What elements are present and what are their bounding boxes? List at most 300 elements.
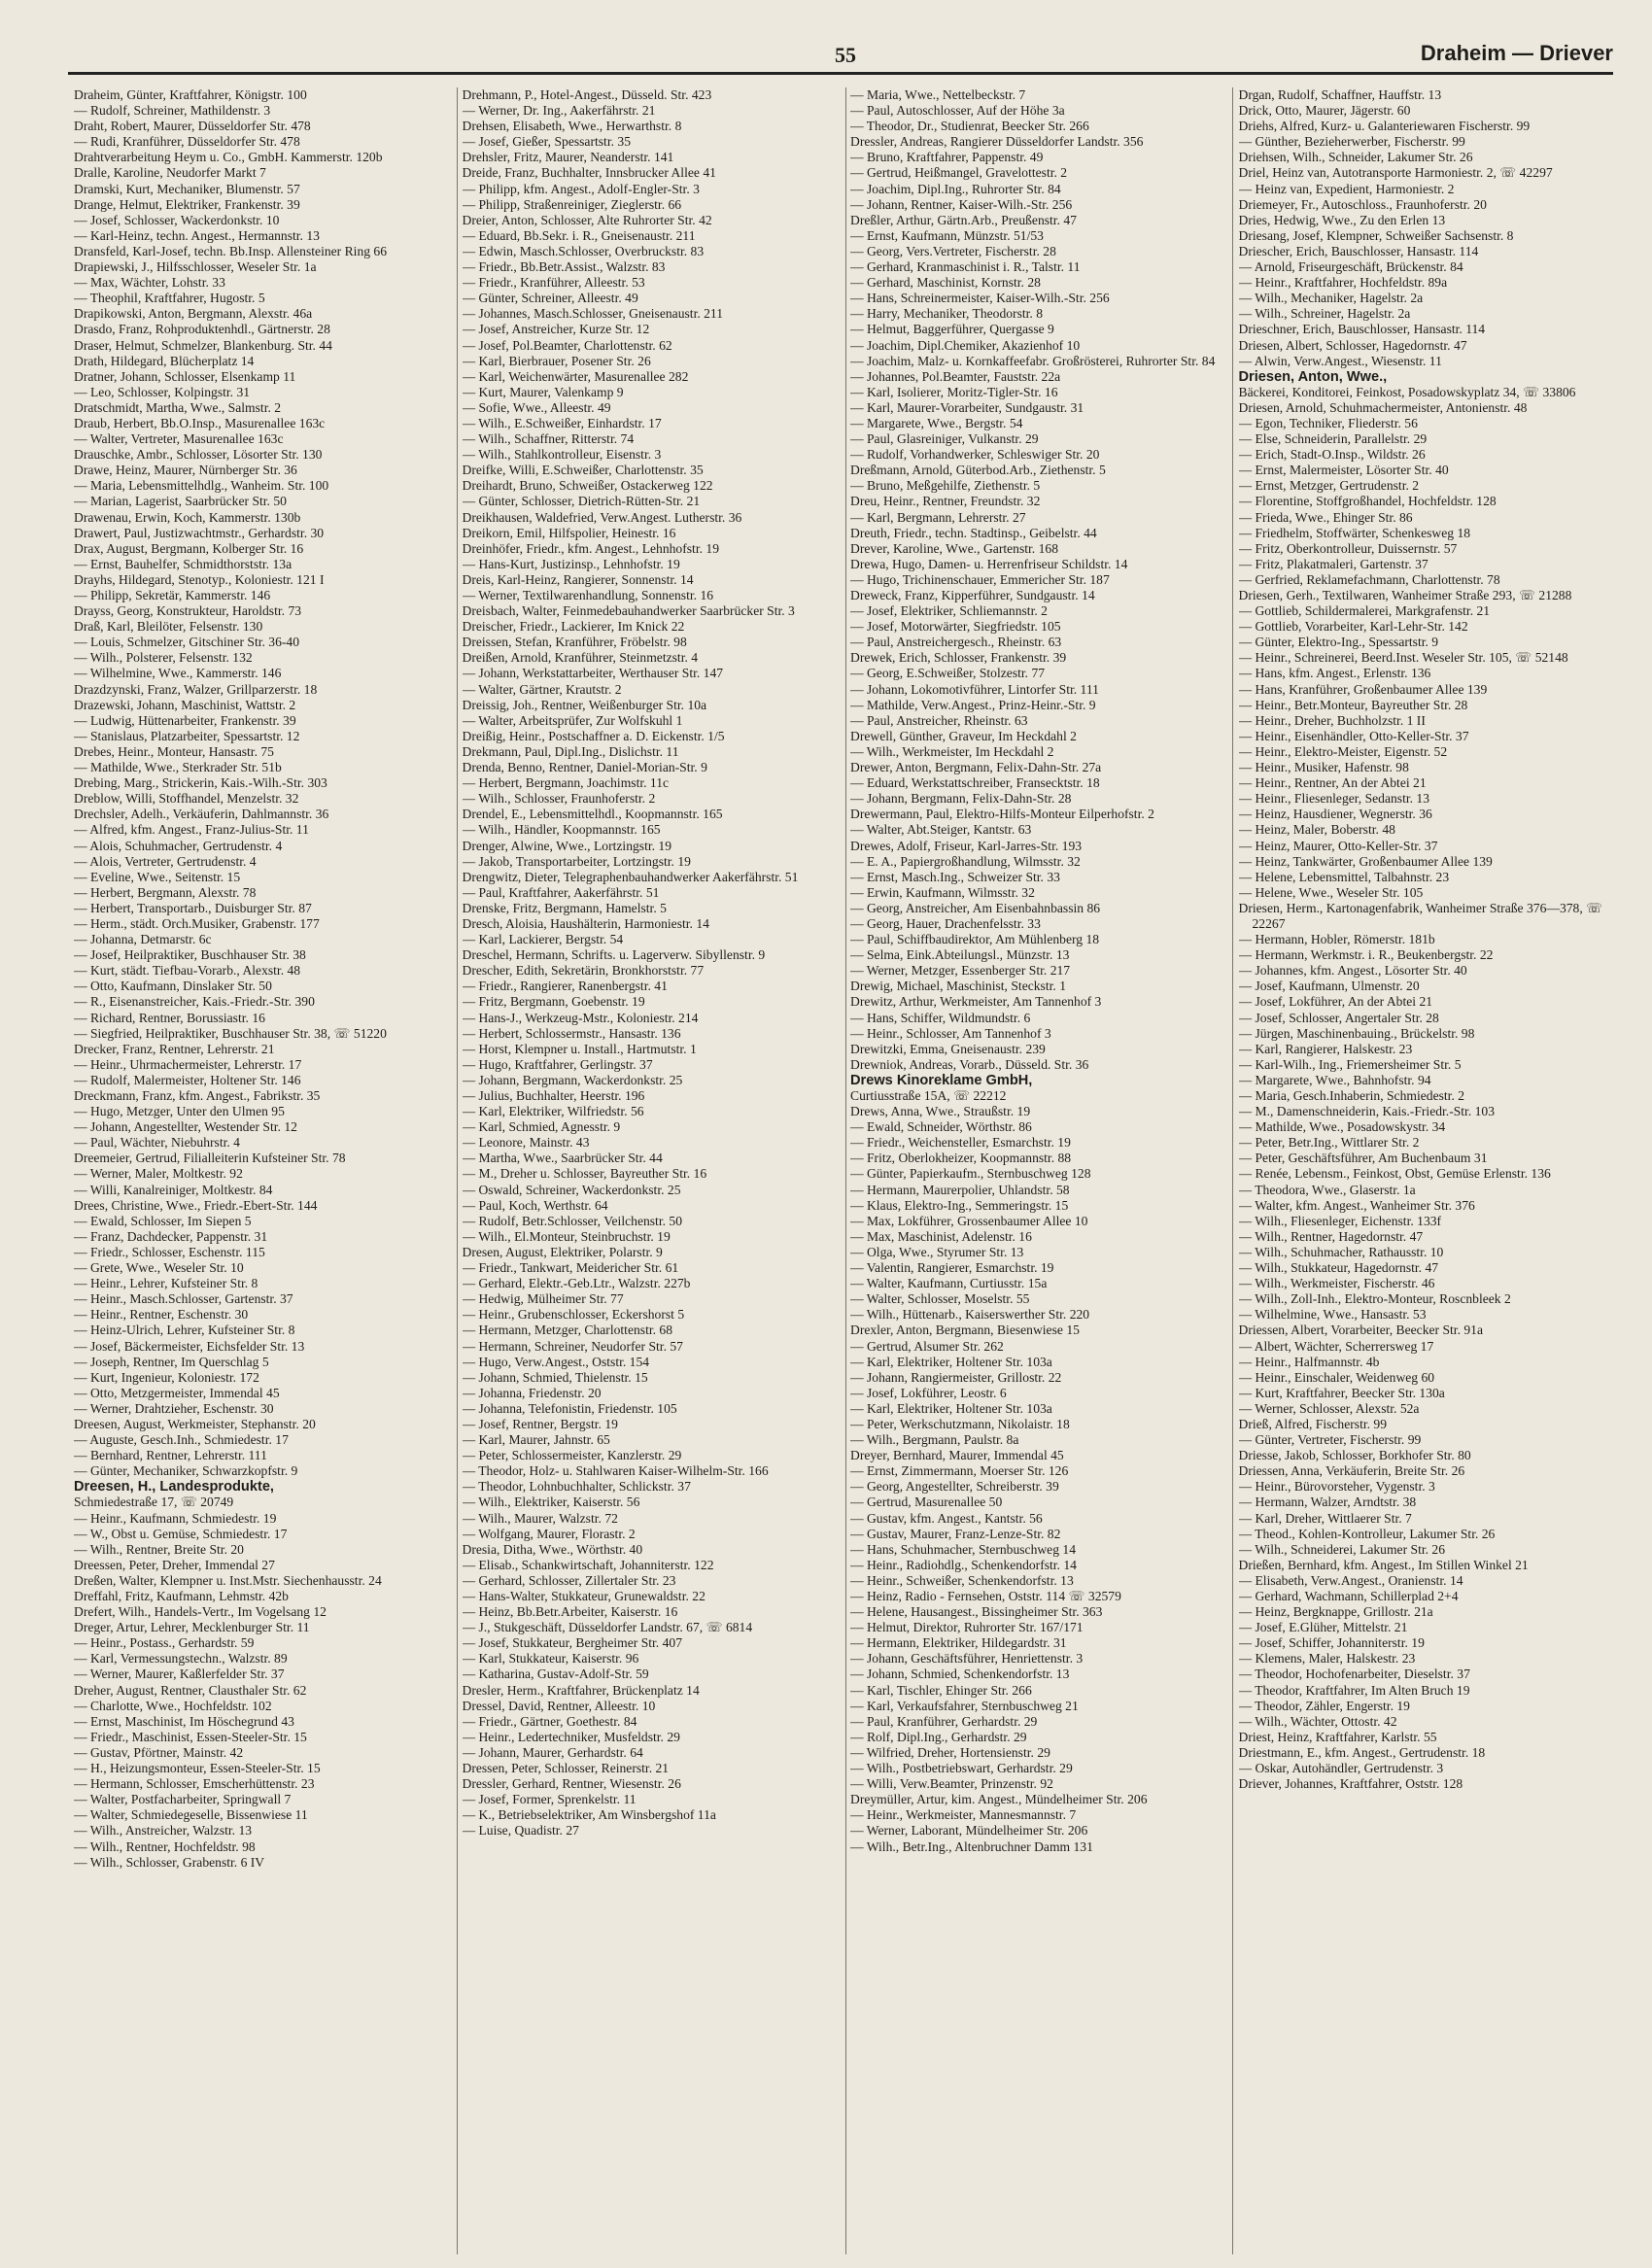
directory-entry: — Helene, Hausangest., Bissingheimer Str. 363 bbox=[850, 1604, 1103, 1620]
directory-entry: — Heinr., Einschaler, Weidenweg 60 bbox=[1238, 1369, 1435, 1385]
directory-entry: — Josef, E.Glüher, Mittelstr. 21 bbox=[1238, 1620, 1408, 1635]
directory-entry: — Heinr., Kraftfahrer, Hochfeldstr. 89a bbox=[1238, 275, 1448, 291]
directory-entry: — Bruno, Meßgehilfe, Ziethenstr. 5 bbox=[850, 478, 1041, 494]
directory-entry: — Paul, Glasreiniger, Vulkanstr. 29 bbox=[850, 431, 1039, 447]
directory-entry: — Walter, Kaufmann, Curtiusstr. 15a bbox=[850, 1276, 1048, 1291]
directory-entry: — Heinr., Dreher, Buchholzstr. 1 II bbox=[1238, 712, 1426, 728]
directory-entry: Drees, Christine, Wwe., Friedr.-Ebert-Str. 144 bbox=[74, 1197, 318, 1213]
directory-entry: Drews, Anna, Wwe., Straußstr. 19 bbox=[850, 1104, 1031, 1119]
directory-entry: Drewniok, Andreas, Vorarb., Düsseld. Str. 36 bbox=[850, 1056, 1089, 1072]
directory-entry: — Joachim, Dipl.Ing., Ruhrorter Str. 84 bbox=[850, 181, 1061, 196]
directory-entry: — Heinz, Bergknappe, Grillostr. 21a bbox=[1238, 1604, 1433, 1620]
directory-entry: — Willi, Kanalreiniger, Moltkestr. 84 bbox=[74, 1182, 273, 1197]
directory-entry: — Paul, Anstreichergesch., Rheinstr. 63 bbox=[850, 635, 1062, 650]
directory-entry: — Friedr., Rangierer, Ranenbergstr. 41 bbox=[462, 979, 668, 994]
directory-entry: Curtiusstraße 15A, ☏ 22212 bbox=[850, 1088, 1007, 1103]
column-1 bbox=[74, 87, 449, 2254]
directory-entry: Drewermann, Paul, Elektro-Hilfs-Monteur Eilperhofstr. 2 bbox=[850, 807, 1154, 822]
directory-entry: Dreischer, Friedr., Lackierer, Im Knick 22 bbox=[462, 619, 685, 635]
directory-entry: — Johann, Bergmann, Felix-Dahn-Str. 28 bbox=[850, 791, 1072, 807]
directory-entry: — Heinr., Betr.Monteur, Bayreuther Str. 28 bbox=[1238, 697, 1468, 712]
directory-entry: — Oskar, Autohändler, Gertrudenstr. 3 bbox=[1238, 1761, 1444, 1776]
directory-entry: — Karl, Elektriker, Wilfriedstr. 56 bbox=[462, 1104, 644, 1119]
directory-entry: Dreifke, Willi, E.Schweißer, Charlottenstr. 35 bbox=[462, 463, 704, 478]
directory-entry: — Edwin, Masch.Schlosser, Overbruckstr. 83 bbox=[462, 243, 705, 258]
directory-entry: — Auguste, Gesch.Inh., Schmiedestr. 17 bbox=[74, 1432, 289, 1448]
running-head: Draheim — Driever bbox=[1420, 41, 1613, 65]
directory-entry: Dreessen, Peter, Dreher, Immendal 27 bbox=[74, 1557, 275, 1572]
directory-entry: — Gertrud, Masurenallee 50 bbox=[850, 1495, 1003, 1510]
directory-entry: — Erwin, Kaufmann, Wilmsstr. 32 bbox=[850, 884, 1035, 900]
directory-entry: — Friedr., Kranführer, Alleestr. 53 bbox=[462, 275, 645, 291]
directory-entry: — Fritz, Bergmann, Goebenstr. 19 bbox=[462, 994, 645, 1010]
directory-entry: — Hugo, Verw.Angest., Oststr. 154 bbox=[462, 1354, 650, 1369]
directory-entry: — Gustav, kfm. Angest., Kantstr. 56 bbox=[850, 1510, 1043, 1526]
directory-entry: — Bruno, Kraftfahrer, Pappenstr. 49 bbox=[850, 150, 1044, 165]
directory-entry: Dramski, Kurt, Mechaniker, Blumenstr. 57 bbox=[74, 181, 300, 196]
directory-entry: — Karl, Elektriker, Holtener Str. 103a bbox=[850, 1354, 1052, 1369]
directory-entry: Dreckmann, Franz, kfm. Angest., Fabrikstr. 35 bbox=[74, 1088, 321, 1103]
directory-entry: Drefert, Wilh., Handels-Vertr., Im Vogelsang 12 bbox=[74, 1604, 327, 1620]
directory-entry: — Walter, Vertreter, Masurenallee 163c bbox=[74, 431, 284, 447]
directory-entry: — Josef, Motorwärter, Siegfriedstr. 105 bbox=[850, 619, 1061, 635]
directory-entry: Drawe, Heinz, Maurer, Nürnberger Str. 36 bbox=[74, 463, 297, 478]
directory-entry: — Gertrud, Heißmangel, Gravelottestr. 2 bbox=[850, 165, 1068, 181]
directory-entry: — Erich, Stadt-O.Insp., Wildstr. 26 bbox=[1238, 447, 1426, 463]
directory-entry: — Paul, Anstreicher, Rheinstr. 63 bbox=[850, 712, 1028, 728]
directory-entry: Dreihardt, Bruno, Schweißer, Ostackerweg 122 bbox=[462, 478, 713, 494]
directory-entry: — Karl, Schmied, Agnesstr. 9 bbox=[462, 1119, 621, 1135]
directory-entry: — Charlotte, Wwe., Hochfeldstr. 102 bbox=[74, 1698, 272, 1713]
directory-entry: — Egon, Techniker, Fliederstr. 56 bbox=[1238, 415, 1418, 430]
directory-entry: — Heinr., Werkmeister, Mannesmannstr. 7 bbox=[850, 1807, 1077, 1823]
directory-entry: — Theod., Kohlen-Kontrolleur, Lakumer Str. 26 bbox=[1238, 1526, 1496, 1541]
directory-entry: Dries, Hedwig, Wwe., Zu den Erlen 13 bbox=[1238, 212, 1446, 227]
directory-entry: — Heinr., Eisenhändler, Otto-Keller-Str. 37 bbox=[1238, 728, 1469, 743]
directory-entry: — Heinz, Maurer, Otto-Keller-Str. 37 bbox=[1238, 838, 1438, 853]
directory-entry: — Johann, Angestellter, Westender Str. 12 bbox=[74, 1119, 297, 1135]
directory-entry: — Werner, Maler, Moltkestr. 92 bbox=[74, 1166, 243, 1182]
directory-entry: Driesang, Josef, Klempner, Schweißer Sachsenstr. 8 bbox=[1238, 227, 1514, 243]
directory-entry: Drapiewski, J., Hilfsschlosser, Weseler Str. 1a bbox=[74, 259, 317, 275]
directory-entry: — Wilh., Postbetriebswart, Gerhardstr. 29 bbox=[850, 1761, 1073, 1776]
directory-entry: Dreikhausen, Waldefried, Verw.Angest. Lutherstr. 36 bbox=[462, 509, 742, 525]
directory-entry: Driest, Heinz, Kraftfahrer, Karlstr. 55 bbox=[1238, 1729, 1437, 1744]
directory-entry: — Johann, Maurer, Gerhardstr. 64 bbox=[462, 1744, 643, 1760]
directory-entry: — Julius, Buchhalter, Heerstr. 196 bbox=[462, 1088, 645, 1103]
directory-entry: — Johann, Lokomotivführer, Lintorfer Str. 111 bbox=[850, 681, 1099, 697]
directory-entry: — Stanislaus, Platzarbeiter, Spessartstr. 12 bbox=[74, 728, 300, 743]
directory-entry: — Friedr., Weichensteller, Esmarchstr. 19 bbox=[850, 1135, 1071, 1151]
directory-entry: — Heinz, Hausdiener, Wegnerstr. 36 bbox=[1238, 807, 1432, 822]
directory-entry: — M., Dreher u. Schlosser, Bayreuther Str. 16 bbox=[462, 1166, 707, 1182]
directory-entry: — Wilh., Fliesenleger, Eichenstr. 133f bbox=[1238, 1213, 1442, 1228]
directory-entry: — Heinr., Schlosser, Am Tannenhof 3 bbox=[850, 1025, 1051, 1041]
directory-entry: Dreis, Karl-Heinz, Rangierer, Sonnenstr. 14 bbox=[462, 571, 694, 587]
directory-entry: Dratschmidt, Martha, Wwe., Salmstr. 2 bbox=[74, 399, 282, 415]
directory-entry: Drazdzynski, Franz, Walzer, Grillparzerstr. 18 bbox=[74, 681, 318, 697]
directory-entry: — Herbert, Bergmann, Alexstr. 78 bbox=[74, 884, 257, 900]
directory-entry: — Karl, Verkaufsfahrer, Sternbuschweg 21 bbox=[850, 1698, 1079, 1713]
directory-entry: Draub, Herbert, Bb.O.Insp., Masurenallee 163c bbox=[74, 415, 326, 430]
directory-entry: Dreinhöfer, Friedr., kfm. Angest., Lehnhofstr. 19 bbox=[462, 540, 719, 556]
directory-entry: — Mathilde, Wwe., Sterkrader Str. 51b bbox=[74, 760, 282, 775]
directory-entry: — Johann, Werkstattarbeiter, Werthauser Str. 147 bbox=[462, 666, 724, 681]
directory-entry: — Josef, Stukkateur, Bergheimer Str. 407 bbox=[462, 1635, 682, 1651]
directory-entry: — Paul, Autoschlosser, Auf der Höhe 3a bbox=[850, 103, 1065, 119]
directory-entry: — Hugo, Trichinenschauer, Emmericher Str. 187 bbox=[850, 571, 1110, 587]
directory-entry: Dreschel, Hermann, Schrifts. u. Lagerverw. Sibyllenstr. 9 bbox=[462, 947, 766, 963]
directory-entry: — Heinz-Ulrich, Lehrer, Kufsteiner Str. 8 bbox=[74, 1323, 295, 1338]
directory-entry: — Günter, Elektro-Ing., Spessartstr. 9 bbox=[1238, 635, 1439, 650]
directory-entry: — Johann, Schmied, Schenkendorfstr. 13 bbox=[850, 1667, 1070, 1682]
directory-entry: — M., Damenschneiderin, Kais.-Friedr.-Str. 103 bbox=[1238, 1104, 1496, 1119]
directory-entry: — Klemens, Maler, Halskestr. 23 bbox=[1238, 1651, 1416, 1667]
directory-entry: Drieß, Alfred, Fischerstr. 99 bbox=[1238, 1416, 1388, 1431]
directory-entry: — Klaus, Elektro-Ing., Semmeringstr. 15 bbox=[850, 1197, 1069, 1213]
directory-entry: — Joseph, Rentner, Im Querschlag 5 bbox=[74, 1354, 269, 1369]
directory-entry: — Hans, Schiffer, Wildmundstr. 6 bbox=[850, 1010, 1031, 1025]
directory-entry: — Friedr., Schlosser, Eschenstr. 115 bbox=[74, 1244, 265, 1259]
directory-entry: — Heinr., Grubenschlosser, Eckershorst 5 bbox=[462, 1307, 685, 1323]
directory-entry: — Heinr., Fliesenleger, Sedanstr. 13 bbox=[1238, 791, 1430, 807]
directory-entry: — Rudolf, Vorhandwerker, Schleswiger Str. 20 bbox=[850, 447, 1100, 463]
directory-entry: Drewitz, Arthur, Werkmeister, Am Tannenhof 3 bbox=[850, 994, 1102, 1010]
directory-entry: — Olga, Wwe., Styrumer Str. 13 bbox=[850, 1244, 1024, 1259]
directory-entry: — Grete, Wwe., Weseler Str. 10 bbox=[74, 1260, 244, 1276]
directory-entry: — Alois, Vertreter, Gertrudenstr. 4 bbox=[74, 853, 257, 869]
directory-entry: — Philipp, Sekretär, Kammerstr. 146 bbox=[74, 588, 271, 602]
directory-entry: Drecker, Franz, Rentner, Lehrerstr. 21 bbox=[74, 1041, 275, 1056]
directory-entry: — Max, Lokführer, Grossenbaumer Allee 10 bbox=[850, 1213, 1088, 1228]
directory-entry: — Karl, Stukkateur, Kaiserstr. 96 bbox=[462, 1651, 639, 1667]
directory-entry: Drewer, Anton, Bergmann, Felix-Dahn-Str. 27a bbox=[850, 760, 1102, 775]
directory-entry: — Heinz, Tankwärter, Großenbaumer Allee 139 bbox=[1238, 853, 1493, 869]
directory-entry: Dreißig, Heinr., Postschaffner a. D. Eickenstr. 1/5 bbox=[462, 728, 725, 743]
directory-entry: Drehsler, Fritz, Maurer, Neanderstr. 141 bbox=[462, 150, 674, 165]
directory-entry: — Renée, Lebensm., Feinkost, Obst, Gemüse Erlenstr. 136 bbox=[1238, 1166, 1551, 1182]
directory-entry: Drange, Helmut, Elektriker, Frankenstr. 39 bbox=[74, 196, 300, 212]
directory-entry: — Philipp, Straßenreiniger, Zieglerstr. 66 bbox=[462, 196, 682, 212]
directory-entry: — Karl-Heinz, techn. Angest., Hermannstr. 13 bbox=[74, 227, 320, 243]
directory-entry: Dreymüller, Artur, kim. Angest., Mündelheimer Str. 206 bbox=[850, 1792, 1148, 1807]
directory-entry: — Karl-Wilh., Ing., Friemersheimer Str. 5 bbox=[1238, 1056, 1462, 1072]
directory-entry: — Günter, Mechaniker, Schwarzkopfstr. 9 bbox=[74, 1463, 298, 1479]
directory-entry: — Selma, Eink.Abteilungsl., Münzstr. 13 bbox=[850, 947, 1070, 963]
directory-entry: — Alwin, Verw.Angest., Wiesenstr. 11 bbox=[1238, 353, 1442, 368]
directory-entry: — Wilh., Schuhmacher, Rathausstr. 10 bbox=[1238, 1244, 1444, 1259]
directory-entry: — Paul, Kraftfahrer, Aakerfährstr. 51 bbox=[462, 884, 660, 900]
directory-entry: Driesen, Herm., Kartonagenfabrik, Wanheimer Straße 376—378, ☏ 22267 bbox=[1238, 900, 1603, 931]
directory-entry: — Mathilde, Verw.Angest., Prinz-Heinr.-Str. 9 bbox=[850, 697, 1096, 712]
directory-entry: Drewell, Günther, Graveur, Im Heckdahl 2 bbox=[850, 728, 1077, 743]
directory-entry: — Karl, Lackierer, Bergstr. 54 bbox=[462, 932, 624, 947]
directory-entry: — Margarete, Wwe., Bergstr. 54 bbox=[850, 415, 1023, 430]
directory-entry: Driesse, Jakob, Schlosser, Borkhofer Str. 80 bbox=[1238, 1448, 1471, 1463]
directory-entry: — Theodora, Wwe., Glaserstr. 1a bbox=[1238, 1182, 1416, 1197]
directory-entry: — Jürgen, Maschinenbauing., Brückelstr. 98 bbox=[1238, 1025, 1475, 1041]
directory-entry: — Wilh., Bergmann, Paulstr. 8a bbox=[850, 1432, 1019, 1448]
directory-entry: — Joachim, Malz- u. Kornkaffeefabr. Großrösterei, Ruhrorter Str. 84 bbox=[850, 353, 1216, 368]
directory-entry: — Alois, Schuhmacher, Gertrudenstr. 4 bbox=[74, 838, 283, 853]
directory-entry: — Kurt, Kraftfahrer, Beecker Str. 130a bbox=[1238, 1385, 1445, 1400]
directory-entry: Dreide, Franz, Buchhalter, Innsbrucker Allee 41 bbox=[462, 165, 716, 181]
directory-entry: Schmiedestraße 17, ☏ 20749 bbox=[74, 1495, 234, 1510]
directory-entry: — Wilh., El.Monteur, Steinbruchstr. 19 bbox=[462, 1228, 671, 1244]
directory-entry: — Otto, Metzgermeister, Immendal 45 bbox=[74, 1385, 280, 1400]
directory-entry: — Wilh., Stukkateur, Hagedornstr. 47 bbox=[1238, 1260, 1439, 1276]
directory-entry: Driesen, Arnold, Schuhmachermeister, Antonienstr. 48 bbox=[1238, 399, 1528, 415]
directory-entry: — Helmut, Direktor, Ruhrorter Str. 167/171 bbox=[850, 1620, 1084, 1635]
directory-entry: Drenger, Alwine, Wwe., Lortzingstr. 19 bbox=[462, 838, 672, 853]
directory-entry: — Heinr., Schweißer, Schenkendorfstr. 13 bbox=[850, 1572, 1074, 1588]
directory-entry: — Johanna, Telefonistin, Friedenstr. 105 bbox=[462, 1400, 677, 1416]
directory-entry: — Wilh., Mechaniker, Hagelstr. 2a bbox=[1238, 291, 1424, 306]
directory-entry: — Herm., städt. Orch.Musiker, Grabenstr. 177 bbox=[74, 915, 320, 931]
directory-entry: — Hugo, Metzger, Unter den Ulmen 95 bbox=[74, 1104, 285, 1119]
directory-entry: Dreesen, August, Werkmeister, Stephanstr. 20 bbox=[74, 1416, 316, 1431]
directory-entry: Dreßler, Arthur, Gärtn.Arb., Preußenstr. 47 bbox=[850, 212, 1077, 227]
directory-entry: — Wilh., Maurer, Walzstr. 72 bbox=[462, 1510, 618, 1526]
directory-entry: — Valentin, Rangierer, Esmarchstr. 19 bbox=[850, 1260, 1054, 1276]
directory-entry: — Fritz, Oberlokheizer, Koopmannstr. 88 bbox=[850, 1151, 1072, 1166]
directory-entry: — Walter, Postfacharbeiter, Springwall 7 bbox=[74, 1792, 292, 1807]
directory-entry: Driel, Heinz van, Autotransporte Harmoniestr. 2, ☏ 42297 bbox=[1238, 165, 1553, 181]
directory-entry: — Heinz, Maler, Boberstr. 48 bbox=[1238, 822, 1395, 838]
page-number: 55 bbox=[835, 43, 856, 67]
directory-entry: — Heinr., Kaufmann, Schmiedestr. 19 bbox=[74, 1510, 277, 1526]
directory-entry: Dratner, Johann, Schlosser, Elsenkamp 11 bbox=[74, 368, 296, 384]
directory-entry: — Gerhard, Wachmann, Schillerplad 2+4 bbox=[1238, 1589, 1459, 1603]
directory-entry: — Karl, Elektriker, Holtener Str. 103a bbox=[850, 1400, 1052, 1416]
directory-entry: — Karl, Rangierer, Halskestr. 23 bbox=[1238, 1041, 1413, 1056]
directory-entry: Dressler, Andreas, Rangierer Düsseldorfer Landstr. 356 bbox=[850, 134, 1144, 150]
directory-entry: — Josef, Rentner, Bergstr. 19 bbox=[462, 1416, 618, 1431]
directory-entry: Drazewski, Johann, Maschinist, Wattstr. 2 bbox=[74, 697, 296, 712]
directory-entry: — Johanna, Friedenstr. 20 bbox=[462, 1385, 602, 1400]
directory-entry: Drews Kinoreklame GmbH, bbox=[850, 1072, 1033, 1088]
directory-entry: — Wilh., Rentner, Hochfeldstr. 98 bbox=[74, 1838, 256, 1854]
directory-entry: — Theodor, Dr., Studienrat, Beecker Str. 266 bbox=[850, 119, 1089, 134]
directory-entry: — Walter, Abt.Steiger, Kantstr. 63 bbox=[850, 822, 1032, 838]
directory-entry: — Josef, Schlosser, Wackerdonkstr. 10 bbox=[74, 212, 280, 227]
directory-entry: — Georg, Hauer, Drachenfelsstr. 33 bbox=[850, 915, 1041, 931]
directory-entry: — Luise, Quadistr. 27 bbox=[462, 1823, 579, 1838]
directory-entry: — Johann, Schmied, Thielenstr. 15 bbox=[462, 1369, 648, 1385]
directory-entry: — Günther, Bezieherwerber, Fischerstr. 99 bbox=[1238, 134, 1465, 150]
directory-entry: — Helmut, Baggerführer, Quergasse 9 bbox=[850, 322, 1054, 337]
directory-entry: — Hans, Kranführer, Großenbaumer Allee 139 bbox=[1238, 681, 1488, 697]
directory-entry: Driestmann, E., kfm. Angest., Gertrudenstr. 18 bbox=[1238, 1744, 1486, 1760]
directory-entry: — Gerhard, Maschinist, Kornstr. 28 bbox=[850, 275, 1041, 291]
directory-entry: — Bernhard, Rentner, Lehrerstr. 111 bbox=[74, 1448, 267, 1463]
directory-entry: Dresen, August, Elektriker, Polarstr. 9 bbox=[462, 1244, 663, 1259]
directory-entry: — Hermann, Metzger, Charlottenstr. 68 bbox=[462, 1323, 673, 1338]
directory-entry: — Martha, Wwe., Saarbrücker Str. 44 bbox=[462, 1151, 663, 1166]
directory-entry: — Wilh., E.Schweißer, Einhardstr. 17 bbox=[462, 415, 662, 430]
directory-entry: Drayss, Georg, Konstrukteur, Haroldstr. 73 bbox=[74, 603, 302, 619]
directory-entry: — Hans-Walter, Stukkateur, Grunewaldstr. 22 bbox=[462, 1589, 706, 1603]
directory-entry: — Walter, kfm. Angest., Wanheimer Str. 376 bbox=[1238, 1197, 1475, 1213]
directory-entry: Dressler, Gerhard, Rentner, Wiesenstr. 26 bbox=[462, 1776, 681, 1792]
directory-entry: Drewa, Hugo, Damen- u. Herrenfriseur Schildstr. 14 bbox=[850, 556, 1128, 571]
column-divider bbox=[457, 87, 458, 2254]
directory-entry: — Walter, Gärtner, Krautstr. 2 bbox=[462, 681, 622, 697]
directory-entry: Drath, Hildegard, Blücherplatz 14 bbox=[74, 353, 255, 368]
directory-entry: — Heinz, Bb.Betr.Arbeiter, Kaiserstr. 16 bbox=[462, 1604, 678, 1620]
directory-entry: — Gertrud, Alsumer Str. 262 bbox=[850, 1338, 1004, 1354]
directory-entry: — Walter, Arbeitsprüfer, Zur Wolfskuhl 1 bbox=[462, 712, 683, 728]
directory-entry: — Joachim, Dipl.Chemiker, Akazienhof 10 bbox=[850, 337, 1081, 353]
directory-entry: — Günter, Schreiner, Alleestr. 49 bbox=[462, 291, 638, 306]
directory-entry: — Wilhelmine, Wwe., Hansastr. 53 bbox=[1238, 1307, 1427, 1323]
directory-entry: — Katharina, Gustav-Adolf-Str. 59 bbox=[462, 1667, 649, 1682]
directory-entry: — Hermann, Schlosser, Emscherhüttenstr. 23 bbox=[74, 1776, 315, 1792]
directory-entry: — Herbert, Transportarb., Duisburger Str. 87 bbox=[74, 900, 312, 915]
directory-entry: — Hermann, Elektriker, Hildegardstr. 31 bbox=[850, 1635, 1067, 1651]
directory-entry: — Helene, Lebensmittel, Talbahnstr. 23 bbox=[1238, 869, 1450, 884]
directory-entry: — Johann, Bergmann, Wackerdonkstr. 25 bbox=[462, 1072, 683, 1087]
directory-entry: — Theophil, Kraftfahrer, Hugostr. 5 bbox=[74, 291, 265, 306]
directory-entry: — Elisab., Schankwirtschaft, Johanniterstr. 122 bbox=[462, 1557, 714, 1572]
directory-entry: — Harry, Mechaniker, Theodorstr. 8 bbox=[850, 306, 1044, 322]
directory-entry: Driescher, Erich, Bauschlosser, Hansastr. 114 bbox=[1238, 243, 1479, 258]
directory-entry: — Josef, Kaufmann, Ulmenstr. 20 bbox=[1238, 979, 1420, 994]
directory-entry: Dreuth, Friedr., techn. Stadtinsp., Geibelstr. 44 bbox=[850, 525, 1097, 540]
directory-entry: Dreissen, Stefan, Kranführer, Fröbelstr. 98 bbox=[462, 635, 687, 650]
directory-entry: — Ernst, Masch.Ing., Schweizer Str. 33 bbox=[850, 869, 1060, 884]
directory-entry: — Fritz, Plakatmaleri, Gartenstr. 37 bbox=[1238, 556, 1428, 571]
directory-entry: Driesen, Albert, Schlosser, Hagedornstr. 47 bbox=[1238, 337, 1467, 353]
directory-entry: — Leo, Schlosser, Kolpingstr. 31 bbox=[74, 384, 251, 399]
directory-entry: — Gerhard, Kranmaschinist i. R., Talstr. 11 bbox=[850, 259, 1081, 275]
directory-entry: Drauschke, Ambr., Schlosser, Lösorter Str. 130 bbox=[74, 447, 323, 463]
directory-entry: Dreweck, Franz, Kipperführer, Sundgaustr. 14 bbox=[850, 588, 1095, 602]
directory-entry: — Karl, Weichenwärter, Masurenallee 282 bbox=[462, 368, 689, 384]
directory-entry: — Helene, Wwe., Weseler Str. 105 bbox=[1238, 884, 1424, 900]
directory-entry: — Gerhard, Elektr.-Geb.Ltr., Walzstr. 227b bbox=[462, 1276, 691, 1291]
directory-entry: Dreßmann, Arnold, Güterbod.Arb., Ziethenstr. 5 bbox=[850, 463, 1106, 478]
directory-entry: — J., Stukgeschäft, Düsseldorfer Landstr. 67, ☏ 6814 bbox=[462, 1620, 753, 1635]
directory-entry: — Maria, Gesch.Inhaberin, Schmiedestr. 2 bbox=[1238, 1088, 1465, 1103]
directory-entry: — Ernst, Bauhelfer, Schmidthorststr. 13a bbox=[74, 556, 293, 571]
directory-entry: — Louis, Schmelzer, Gitschiner Str. 36-40 bbox=[74, 635, 300, 650]
directory-entry: — Paul, Schiffbaudirektor, Am Mühlenberg 18 bbox=[850, 932, 1100, 947]
directory-entry: — Ernst, Metzger, Gertrudenstr. 2 bbox=[1238, 478, 1420, 494]
directory-entry: — Wilh., Stahlkontrolleur, Eisenstr. 3 bbox=[462, 447, 662, 463]
directory-entry: — Herbert, Schlossermstr., Hansastr. 136 bbox=[462, 1025, 681, 1041]
directory-entry: — Heinz, Radio - Fernsehen, Oststr. 114 ☏ 32579 bbox=[850, 1589, 1121, 1603]
directory-entry: Dreikorn, Emil, Hilfspolier, Heinestr. 16 bbox=[462, 525, 676, 540]
directory-entry: — Wilh., Rentner, Hagedornstr. 47 bbox=[1238, 1228, 1424, 1244]
directory-entry: — Theodor, Hochofenarbeiter, Dieselstr. 37 bbox=[1238, 1667, 1470, 1682]
directory-entry: — Georg, E.Schweißer, Stolzestr. 77 bbox=[850, 666, 1046, 681]
directory-entry: — Wilh., Zoll-Inh., Elektro-Monteur, Roscnbleek 2 bbox=[1238, 1291, 1511, 1307]
directory-entry: — Wilh., Elektriker, Kaiserstr. 56 bbox=[462, 1495, 640, 1510]
directory-entry: — Peter, Schlossermeister, Kanzlerstr. 29 bbox=[462, 1448, 682, 1463]
directory-entry: — Albert, Wächter, Scherrersweg 17 bbox=[1238, 1338, 1434, 1354]
directory-entry: — Georg, Anstreicher, Am Eisenbahnbassin 86 bbox=[850, 900, 1101, 915]
directory-entry: — Heinr., Masch.Schlosser, Gartenstr. 37 bbox=[74, 1291, 293, 1307]
directory-entry: — Hermann, Hobler, Römerstr. 181b bbox=[1238, 932, 1435, 947]
directory-entry: — Peter, Betr.Ing., Wittlarer Str. 2 bbox=[1238, 1135, 1420, 1151]
directory-entry: — Werner, Textilwarenhandlung, Sonnenstr. 16 bbox=[462, 588, 714, 602]
directory-entry: Driehsen, Wilh., Schneider, Lakumer Str. 26 bbox=[1238, 150, 1473, 165]
directory-entry: — Hermann, Werkmstr. i. R., Beukenbergstr. 22 bbox=[1238, 947, 1494, 963]
directory-entry: — Friedr., Maschinist, Essen-Steeler-Str. 15 bbox=[74, 1729, 307, 1744]
directory-entry: — Hans, kfm. Angest., Erlenstr. 136 bbox=[1238, 666, 1431, 681]
directory-entry: Driehs, Alfred, Kurz- u. Galanteriewaren Fischerstr. 99 bbox=[1238, 119, 1531, 134]
directory-entry: Drawenau, Erwin, Koch, Kammerstr. 130b bbox=[74, 509, 301, 525]
directory-entry: — Johanna, Detmarstr. 6c bbox=[74, 932, 212, 947]
directory-entry: — Karl, Bergmann, Lehrerstr. 27 bbox=[850, 509, 1026, 525]
directory-entry: — Werner, Laborant, Mündelheimer Str. 206 bbox=[850, 1823, 1088, 1838]
directory-entry: Dreu, Heinr., Rentner, Freundstr. 32 bbox=[850, 494, 1041, 509]
directory-entry: — Heinr., Lehrer, Kufsteiner Str. 8 bbox=[74, 1276, 258, 1291]
directory-entry: Dresia, Ditha, Wwe., Wörthstr. 40 bbox=[462, 1541, 643, 1557]
directory-entry: — Philipp, kfm. Angest., Adolf-Engler-Str. 3 bbox=[462, 181, 700, 196]
directory-entry: — Ludwig, Hüttenarbeiter, Frankenstr. 39 bbox=[74, 712, 296, 728]
directory-entry: — E. A., Papiergroßhandlung, Wilmsstr. 32 bbox=[850, 853, 1081, 869]
directory-entry: — Ewald, Schneider, Wörthstr. 86 bbox=[850, 1119, 1032, 1135]
directory-entry: — Karl, Vermessungstechn., Walzstr. 89 bbox=[74, 1651, 288, 1667]
directory-entry: — Wilh., Hüttenarb., Kaiserswerther Str. 220 bbox=[850, 1307, 1090, 1323]
directory-entry: Drewig, Michael, Maschinist, Steckstr. 1 bbox=[850, 979, 1066, 994]
directory-entry: — Karl, Maurer-Vorarbeiter, Sundgaustr. 31 bbox=[850, 399, 1084, 415]
directory-entry: Drieschner, Erich, Bauschlosser, Hansastr. 114 bbox=[1238, 322, 1486, 337]
directory-entry: — Max, Wächter, Lohstr. 33 bbox=[74, 275, 225, 291]
directory-entry: — Günter, Vertreter, Fischerstr. 99 bbox=[1238, 1432, 1422, 1448]
directory-entry: — Josef, Lokführer, Leostr. 6 bbox=[850, 1385, 1007, 1400]
directory-entry: Dresch, Aloisia, Haushälterin, Harmoniestr. 14 bbox=[462, 915, 709, 931]
directory-entry: Drehsen, Elisabeth, Wwe., Herwarthstr. 8 bbox=[462, 119, 682, 134]
directory-entry: — Theodor, Lohnbuchhalter, Schlickstr. 37 bbox=[462, 1479, 691, 1495]
directory-entry: — Maria, Wwe., Nettelbeckstr. 7 bbox=[850, 87, 1026, 102]
directory-entry: — Heinr., Postass., Gerhardstr. 59 bbox=[74, 1635, 255, 1651]
directory-entry: — Theodor, Holz- u. Stahlwaren Kaiser-Wilhelm-Str. 166 bbox=[462, 1463, 769, 1479]
directory-entry: — Siegfried, Heilpraktiker, Buschhauser Str. 38, ☏ 51220 bbox=[74, 1025, 387, 1041]
directory-entry: — Paul, Kranführer, Gerhardstr. 29 bbox=[850, 1713, 1038, 1729]
directory-entry: — Wilfried, Dreher, Hortensienstr. 29 bbox=[850, 1744, 1050, 1760]
directory-entry: — H., Heizungsmonteur, Essen-Steeler-Str. 15 bbox=[74, 1761, 321, 1776]
directory-entry: — Heinr., Uhrmachermeister, Lehrerstr. 17 bbox=[74, 1056, 302, 1072]
directory-entry: — Wilh., Schlosser, Grabenstr. 6 IV bbox=[74, 1854, 265, 1870]
directory-entry: — Wilh., Händler, Koopmannstr. 165 bbox=[462, 822, 661, 838]
directory-entry: — Werner, Dr. Ing., Aakerfährstr. 21 bbox=[462, 103, 656, 119]
directory-entry: — Paul, Wächter, Niebuhrstr. 4 bbox=[74, 1135, 240, 1151]
directory-entry: — Johann, Geschäftsführer, Henriettenstr. 3 bbox=[850, 1651, 1084, 1667]
directory-entry: — Rudolf, Malermeister, Holtener Str. 146 bbox=[74, 1072, 301, 1087]
directory-entry: — Paul, Koch, Werthstr. 64 bbox=[462, 1197, 608, 1213]
directory-entry: — Frieda, Wwe., Ehinger Str. 86 bbox=[1238, 509, 1413, 525]
directory-entry: Bäckerei, Konditorei, Feinkost, Posadowskyplatz 34, ☏ 33806 bbox=[1238, 384, 1576, 399]
directory-entry: — Ewald, Schlosser, Im Siepen 5 bbox=[74, 1213, 252, 1228]
directory-entry: — Gerhard, Schlosser, Zillertaler Str. 23 bbox=[462, 1572, 676, 1588]
directory-entry: — Karl, Maurer, Jahnstr. 65 bbox=[462, 1432, 610, 1448]
directory-entry: Drewitzki, Emma, Gneisenaustr. 239 bbox=[850, 1041, 1046, 1056]
directory-entry: Draß, Karl, Bleilöter, Felsenstr. 130 bbox=[74, 619, 263, 635]
directory-entry: — Josef, Elektriker, Schliemannstr. 2 bbox=[850, 603, 1048, 619]
directory-entry: — Josef, Gießer, Spessartstr. 35 bbox=[462, 134, 632, 150]
directory-entry: — Elisabeth, Verw.Angest., Oranienstr. 14 bbox=[1238, 1572, 1463, 1588]
directory-entry: Drawert, Paul, Justizwachtmstr., Gerhardstr. 30 bbox=[74, 525, 325, 540]
directory-entry: Dreyer, Bernhard, Maurer, Immendal 45 bbox=[850, 1448, 1064, 1463]
directory-entry: Dralle, Karoline, Neudorfer Markt 7 bbox=[74, 165, 266, 181]
directory-entry: — Wilh., Polsterer, Felsenstr. 132 bbox=[74, 650, 253, 666]
directory-entry: — Rudolf, Betr.Schlosser, Veilchenstr. 50 bbox=[462, 1213, 683, 1228]
directory-entry: Drenske, Fritz, Bergmann, Hamelstr. 5 bbox=[462, 900, 667, 915]
directory-entry: — Karl, Bierbrauer, Posener Str. 26 bbox=[462, 353, 651, 368]
